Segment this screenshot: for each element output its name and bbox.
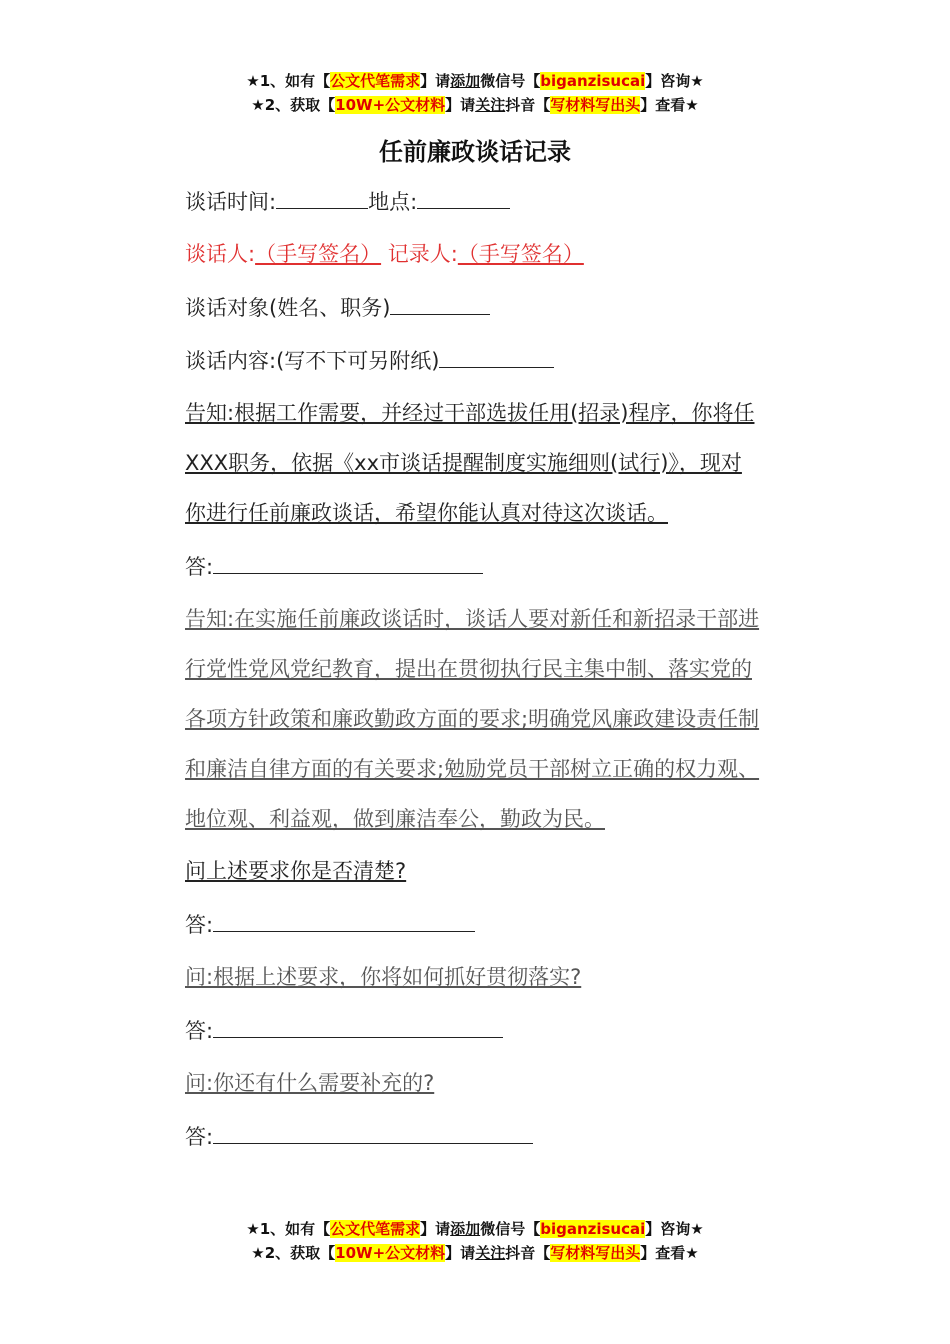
- promo-line-1: ★1、如有【公文代笔需求】请添加微信号【biganzisucai】咨询★: [246, 72, 704, 90]
- highlight-service: 公文代笔需求: [330, 72, 421, 90]
- answer-row-4: [185, 1121, 533, 1152]
- answer-field[interactable]: [213, 909, 475, 932]
- star-icon: ★: [685, 96, 699, 114]
- answer-label: 答:: [185, 555, 214, 579]
- highlight-douyin-id: 写材料写出头: [550, 1244, 641, 1262]
- answer-row-2: [185, 909, 475, 940]
- recorder-label: 记录人:: [387, 242, 458, 266]
- question-2: 问:根据上述要求，你将如何抓好贯彻落实?: [185, 965, 582, 989]
- star-icon: ★: [685, 1244, 699, 1262]
- promo-banner-bottom: [0, 1217, 950, 1265]
- answer-label: 答:: [185, 913, 214, 937]
- time-field[interactable]: [276, 186, 368, 209]
- answer-field[interactable]: [213, 551, 483, 574]
- target-label: 谈话对象(姓名、职务): [185, 296, 391, 320]
- highlight-materials: 10W+公文材料: [335, 1244, 446, 1262]
- content-field[interactable]: [439, 345, 554, 368]
- target-field[interactable]: [390, 292, 490, 315]
- notice-1: 告知:根据工作需要，并经过干部选拔任用(招录)程序，你将任 XXX职务，依据《xx市谈话提醒制度实施细则(试行)》，现对 你进行任前廉政谈话，希望你能认真对待这次谈话。: [185, 401, 755, 525]
- answer-field[interactable]: [213, 1121, 533, 1144]
- time-label: 谈话时间:: [185, 190, 277, 214]
- star-icon: ★: [246, 1220, 260, 1238]
- answer-label: 答:: [185, 1125, 214, 1149]
- notice-2: 告知:在实施任前廉政谈话时，谈话人要对新任和新招录干部进 行党性党风党纪教育，提出在贯彻执行民主集中制、落实党的 各项方针政策和廉政勤政方面的要求;明确党风廉政建设责任制 和廉洁自律方面的有关要求;勉励党员干部树立正确的权力观、 地位观、利益观，做到廉洁奉公，勤政为民。: [185, 607, 760, 831]
- highlight-materials: 10W+公文材料: [335, 96, 446, 114]
- question-3: 问:你还有什么需要补充的?: [185, 1071, 435, 1095]
- answer-field[interactable]: [213, 1015, 503, 1038]
- content-label: 谈话内容:(写不下可另附纸): [185, 349, 440, 373]
- highlight-service: 公文代笔需求: [330, 1220, 421, 1238]
- talker-label: 谈话人:: [185, 242, 256, 266]
- answer-row-1: [185, 551, 483, 582]
- star-icon: ★: [690, 1220, 704, 1238]
- answer-row-3: [185, 1015, 503, 1046]
- question-1: 问上述要求你是否清楚?: [185, 859, 407, 883]
- answer-label: 答:: [185, 1019, 214, 1043]
- highlight-wechat-id: biganzisucai: [540, 72, 646, 90]
- time-place-row: [185, 186, 510, 217]
- talker-signature: （手写签名）: [255, 242, 382, 266]
- promo-line-1: ★1、如有【公文代笔需求】请添加微信号【biganzisucai】咨询★: [246, 1220, 704, 1238]
- star-icon: ★: [251, 96, 265, 114]
- place-field[interactable]: [417, 186, 510, 209]
- star-icon: ★: [246, 72, 260, 90]
- content-row: [185, 345, 554, 376]
- target-row: [185, 292, 490, 323]
- star-icon: ★: [251, 1244, 265, 1262]
- promo-line-2: ★2、获取【10W+公文材料】请关注抖音【写材料写出头】查看★: [251, 96, 699, 114]
- star-icon: ★: [690, 72, 704, 90]
- place-label: 地点:: [368, 190, 418, 214]
- signature-row: [185, 239, 584, 269]
- recorder-signature: （手写签名）: [457, 242, 584, 266]
- promo-line-2: ★2、获取【10W+公文材料】请关注抖音【写材料写出头】查看★: [251, 1244, 699, 1262]
- promo-banner-top: [0, 69, 950, 117]
- highlight-wechat-id: biganzisucai: [540, 1220, 646, 1238]
- page-title: 任前廉政谈话记录: [379, 138, 571, 166]
- highlight-douyin-id: 写材料写出头: [550, 96, 641, 114]
